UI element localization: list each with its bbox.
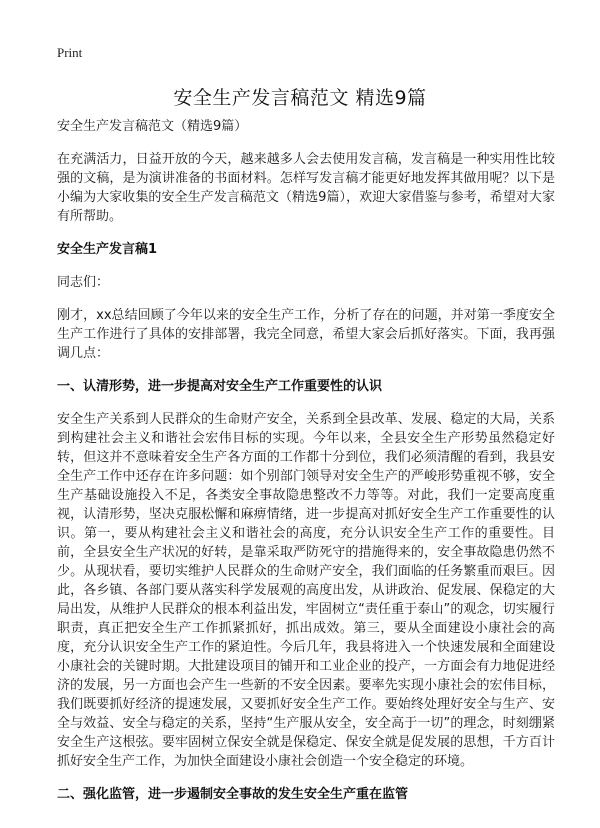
opening-paragraph: 刚才，xx总结回顾了今年以来的安全生产工作，分析了存在的问题，并对第一季度安全生产工作进行了具体的安排部署，我完全同意，希望大家会后抓好落实。下面，我再强调几点： (57, 308, 555, 361)
page-title: 安全生产发言稿范文 精选9篇 (173, 87, 427, 109)
greeting-line: 同志们： (57, 275, 110, 290)
print-link[interactable]: Print (57, 45, 83, 60)
point-1-heading: 一、认清形势，进一步提高对安全生产工作重要性的认识 (57, 379, 383, 394)
point-2-heading: 二、强化监管，进一步遏制安全事故的发生安全生产重在监管 (57, 787, 409, 802)
point-1-paragraph: 安全生产关系到人民群众的生命财产安全，关系到全县改革、发展、稳定的大局，关系到构建社会主义和谐社会宏伟目标的实现。今年以来，全县安全生产形势虽然稳定好转，但这并不意味着安全生产各方面的工作都十分到位，我们必须清醒的看到，我县安全生产工作中还存在许多问题：如个别部门领导对安全生产的严峻形势重视不够，安全生产基础设施投入不足，各类安全事故隐患整改不力等等。对此，我们一定要高度重视，认清形势，坚决克服松懈和麻痹情绪，进一步提高对抓好安全生产工作重要性的认识。第一，要从构建社会主义和谐社会的高度，充分认识安全生产工作的重要性。目前，全县安全生产状况的好转，是靠采取严防死守的措施得来的，安全事故隐患仍然不少。从现状看，要切实维护人民群众的生命财产安全，我们面临的任务繁重而艰巨。因此，各乡镇、各部门要从落实科学发展观的高度出发，从讲政治、促发展、保稳定的大局出发，从维护人民群众的根本利益出发，牢固树立“责任重于泰山”的观念，切实履行职责，真正把安全生产工作抓紧抓好，抓出成效。第三，要从全面建设小康社会的高度，充分认识安全生产工作的紧迫性。今后几年，我县将进入一个快速发展和全面建设小康社会的关键时期。大批建设项目的铺开和工业企业的投产，一方面会有力地促进经济的发展，另一方面也会产生一些新的不安全因素。要率先实现小康社会的宏伟目标，我们既要抓好经济的提速发展，又要抓好安全生产工作。要始终处理好安全与生产、安全与效益、安全与稳定的关系，坚持“生产服从安全，安全高于一切”的理念，时刻绷紧安全生产这根弦。要牢固树立保安全就是保稳定、保安全就是促发展的思想，千方百计抓好安全生产工作，为加快全面建设小康社会创造一个安全稳定的环境。 (57, 412, 555, 769)
document-subtitle: 安全生产发言稿范文（精选9篇） (57, 119, 248, 134)
intro-paragraph: 在充满活力，日益开放的今天，越来越多人会去使用发言稿，发言稿是一种实用性比较强的文稿，是为演讲准备的书面材料。怎样写发言稿才能更好地发挥其做用呢？以下是小编为大家收集的安全生产发言稿范文（精选9篇），欢迎大家借鉴与参考，希望对大家有所帮助。 (57, 152, 555, 224)
section-heading: 安全生产发言稿1 (57, 242, 158, 257)
document-body (57, 117, 555, 818)
